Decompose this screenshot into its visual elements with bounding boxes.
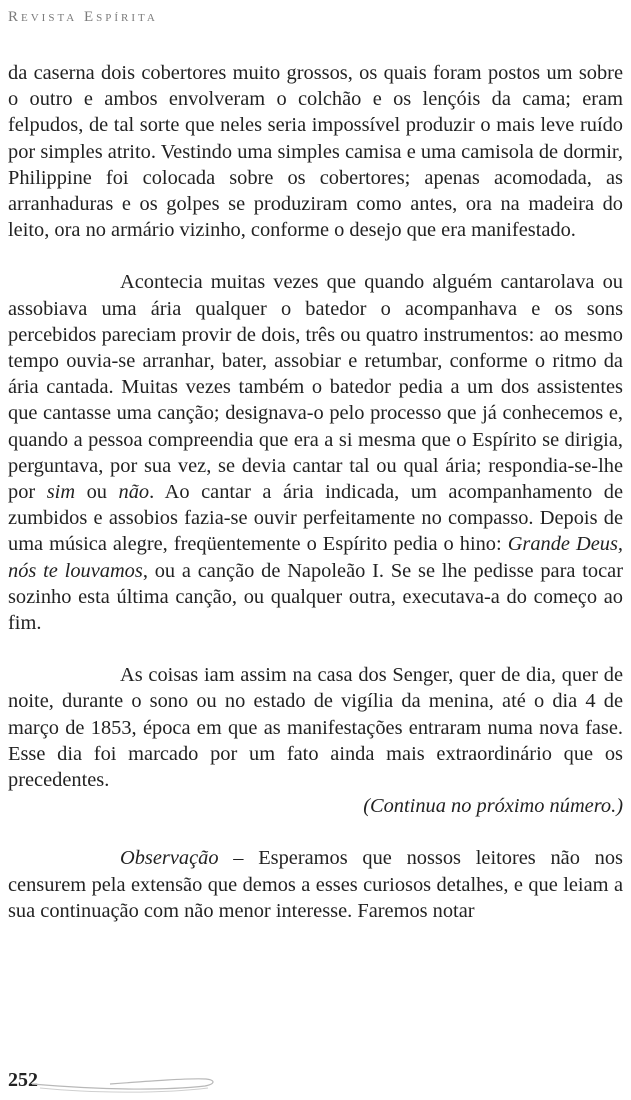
page-number: 252 — [8, 1069, 38, 1091]
observation-label: Observação — [120, 847, 219, 870]
continuation-note: (Continua no próximo número.) — [363, 795, 623, 818]
paragraph-4 — [8, 845, 623, 924]
paragraph-4-text: – Esperamos que nossos leitores não nos censurem pela extensão que demos a esses curiosos detalhes, e que leiam a sua continuação com não menor interesse. Faremos notar — [8, 847, 623, 922]
paragraph-2-text-c: , ou a canção de Napoleão I. Se se lhe pedisse para tocar sozinho esta última canção, ou qualquer outra, executava-a do começo ao fim. — [8, 559, 623, 635]
paragraph-1: da caserna dois cobertores muito grossos, os quais foram postos um sobre o outro e ambos envolveram o colchão e os lençóis da cama; eram felpudos, de tal sorte que neles seria impossível produzir o mais leve ruído por simples atrito. Vestindo uma simples camisa e uma camisola de dormir, Philippine foi colocada sobre os cobertores; apenas acomodada, as arranhaduras e os golpes se produziram como antes, ora na madeira do leito, ora no armário vizinho, conforme o desejo que era manifestado. — [8, 62, 623, 242]
hymn-title: Grande Deus, nós te louvamos — [8, 533, 623, 582]
page-body — [8, 60, 623, 924]
paragraph-2-ou: ou — [75, 481, 119, 504]
running-header: Revista Espírita — [8, 9, 158, 25]
decorative-swoosh-icon — [30, 1072, 220, 1094]
spacer — [8, 819, 623, 845]
word-sim: sim — [46, 481, 76, 504]
paragraph-3: As coisas iam assim na casa dos Senger, quer de dia, quer de noite, durante o sono ou no estado de vigília da menina, até o dia 4 de março de 1853, época em que as manifestações entraram numa nova fase. Esse dia foi marcado por um fato ainda mais extraordinário que os precedentes. — [8, 664, 623, 792]
paragraph-2 — [8, 269, 623, 636]
paragraph-2-text-b: . Ao cantar a ária indicada, um acompanhamento de zumbidos e assobios fazia-se ouvir perfeitamente no compasso. Depois de uma música alegre, freqüentemente o Espírito pedia o hino: — [8, 481, 624, 556]
word-nao: não — [118, 481, 150, 504]
paragraph-2-text-a: Acontecia muitas vezes que quando alguém cantarolava ou assobiava uma ária qualquer o batedor o acompanhava e os sons percebidos pareciam provir de dois, três ou quatro instrumentos: ao mesmo tempo ouvia-se arranhar, bater, assobiar e retumbar, conforme o ritmo da ária cantada. Muitas vezes também o batedor pedia a um dos assistentes que cantasse uma canção; designava-o pelo processo que já conhecemos e, quando a pessoa compreendia que era a si mesma que o Espírito se dirigia, perguntava, por sua vez, se devia cantar tal ou qual ária; respondia-se-lhe por — [8, 271, 623, 504]
